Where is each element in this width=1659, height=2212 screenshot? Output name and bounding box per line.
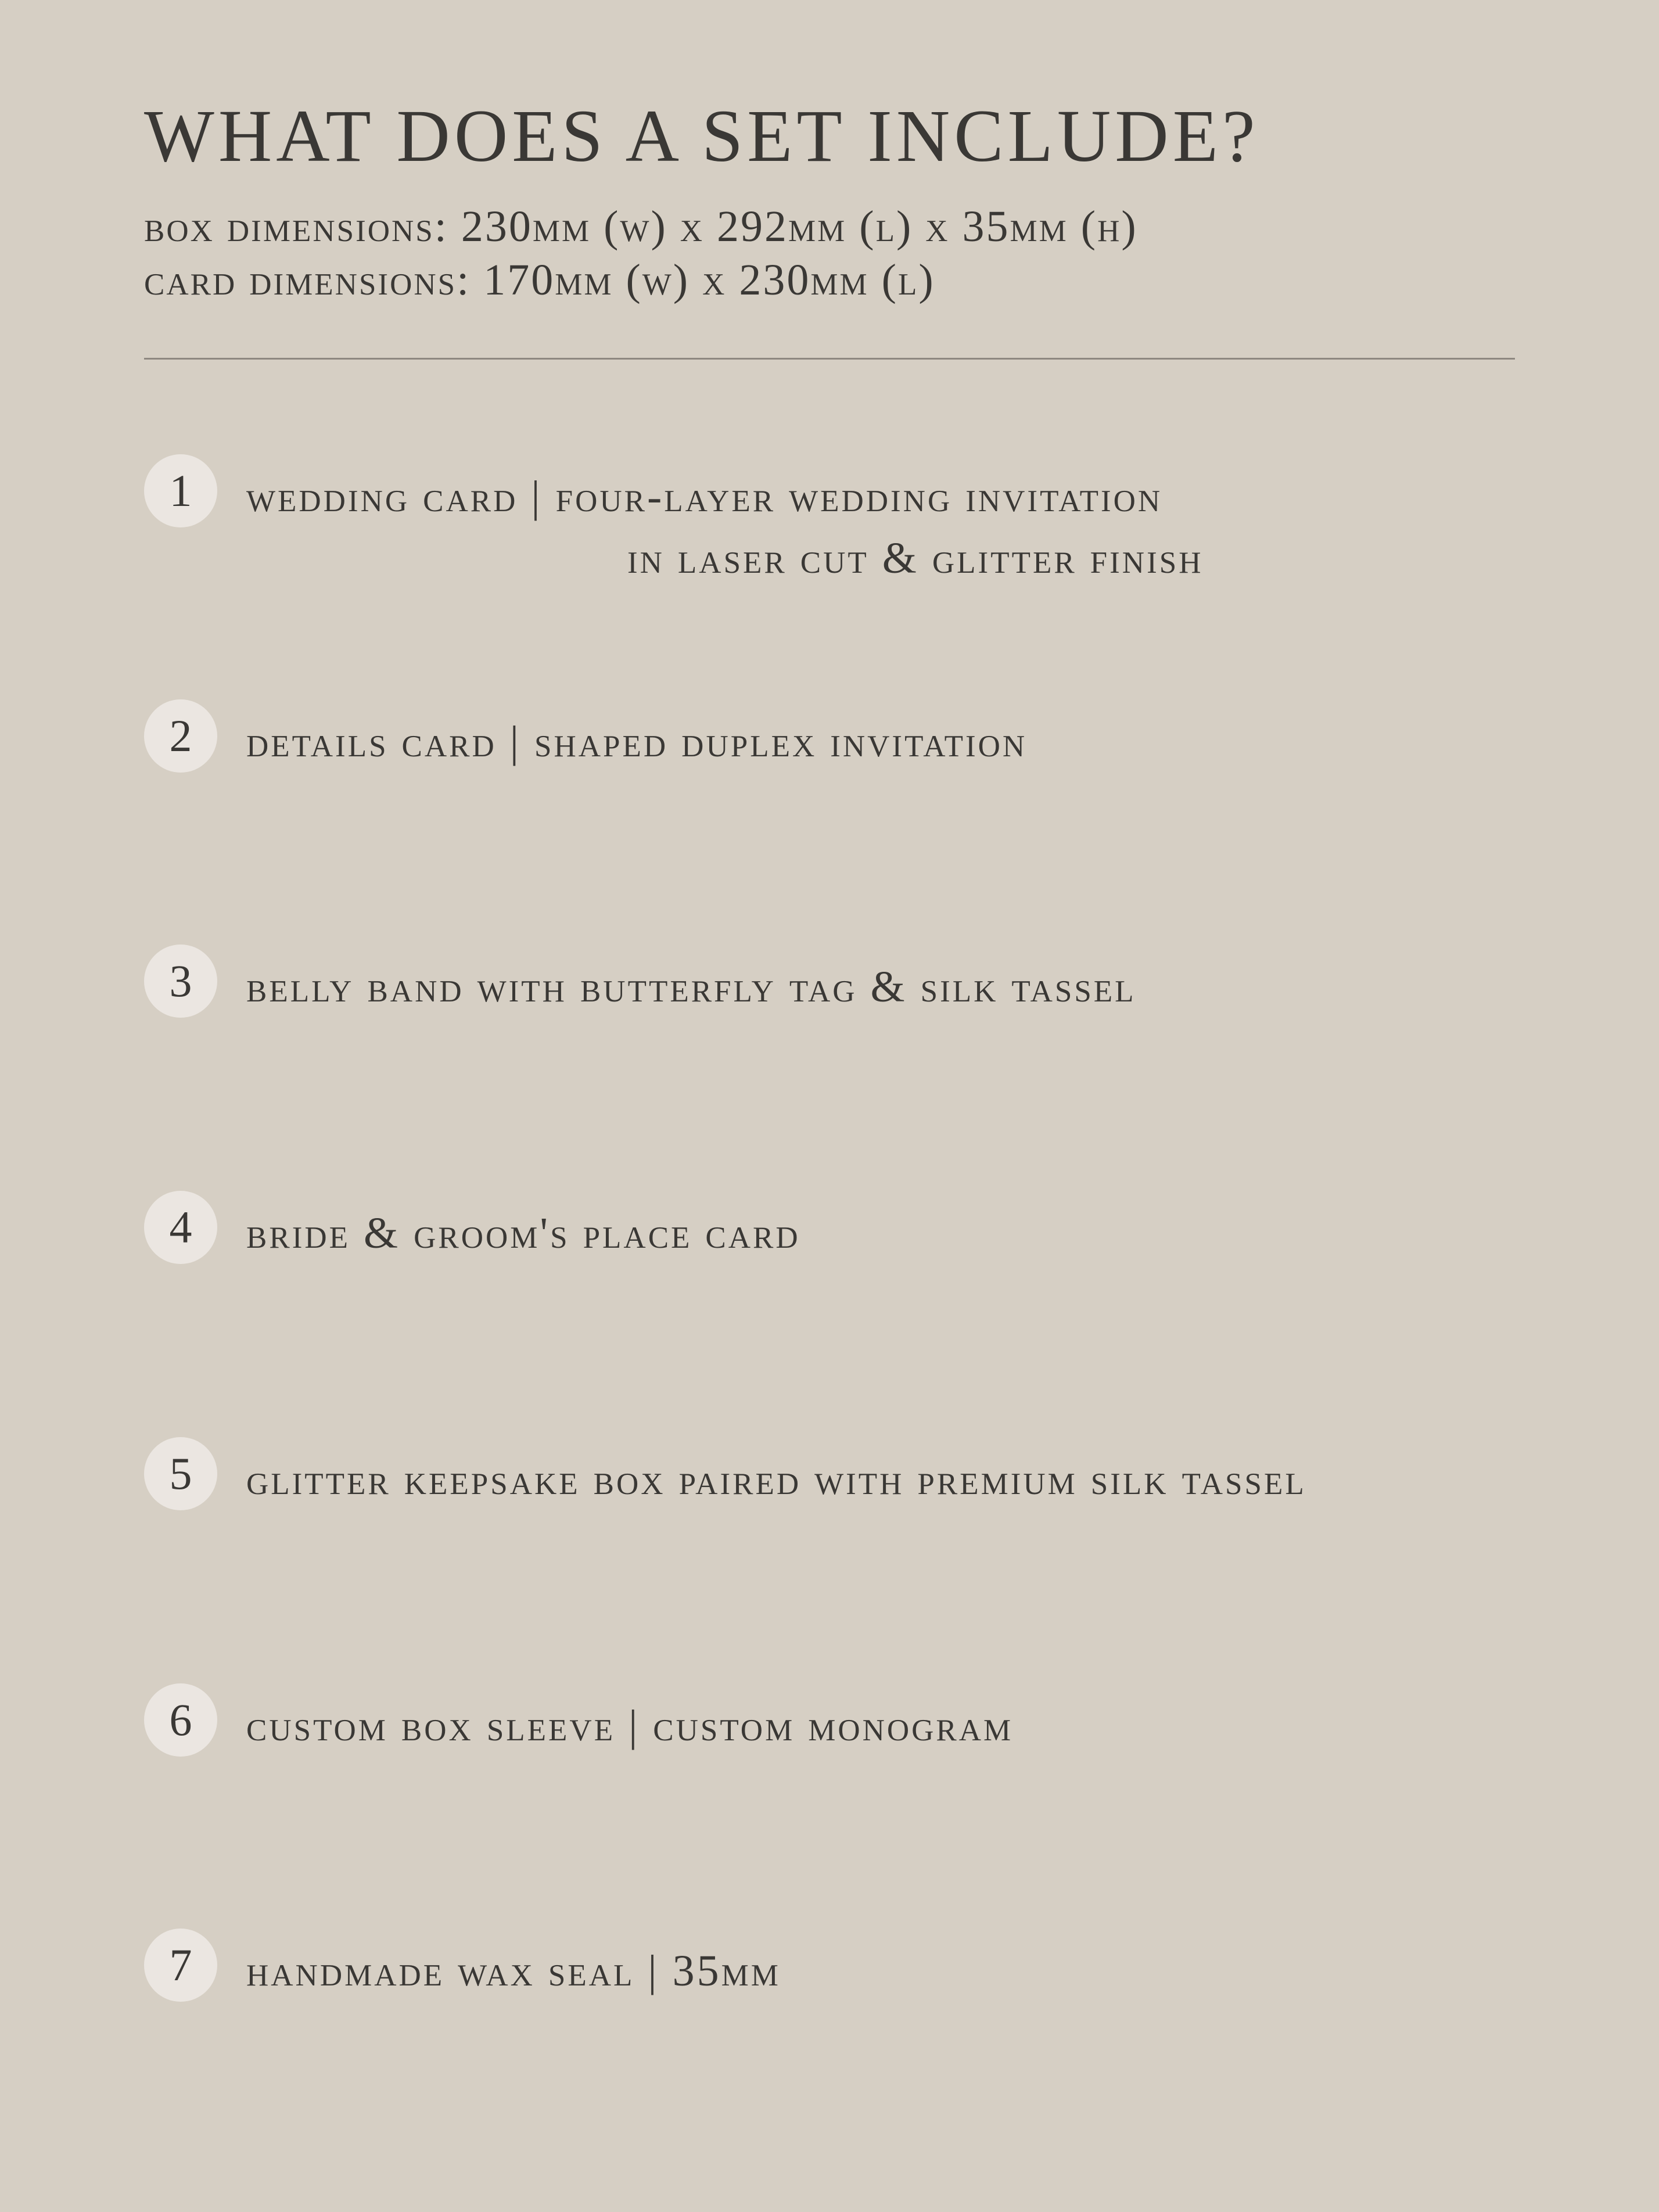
item-label xyxy=(246,466,1203,590)
number-badge: 2 xyxy=(144,699,217,773)
card-dimensions: card dimensions: 170mm (w) x 230mm (l) xyxy=(144,256,935,304)
number-badge: 4 xyxy=(144,1191,217,1264)
item-label: details card | shaped duplex invitation xyxy=(246,717,1028,766)
number-badge: 3 xyxy=(144,945,217,1018)
item-label: belly band with butterfly tag & silk tassel xyxy=(246,963,1136,1011)
item-label-line2: in laser cut & glitter finish xyxy=(627,534,1204,583)
number-badge: 7 xyxy=(144,1929,217,2002)
number-badge: 5 xyxy=(144,1437,217,1510)
item-label-line1: wedding card | four-layer wedding invitation xyxy=(246,472,1163,521)
item-label: custom box sleeve | custom monogram xyxy=(246,1701,1014,1750)
item-label: handmade wax seal | 35mm xyxy=(246,1947,781,1995)
page-title: WHAT DOES A SET INCLUDE? xyxy=(144,95,1259,177)
box-dimensions: box dimensions: 230mm (w) x 292mm (l) x 35mm (h) xyxy=(144,202,1138,251)
divider xyxy=(144,358,1515,360)
item-label: bride & groom's place card xyxy=(246,1209,800,1258)
number-badge: 1 xyxy=(144,454,217,527)
number-badge: 6 xyxy=(144,1683,217,1757)
item-label: glitter keepsake box paired with premium silk tassel xyxy=(246,1455,1306,1504)
